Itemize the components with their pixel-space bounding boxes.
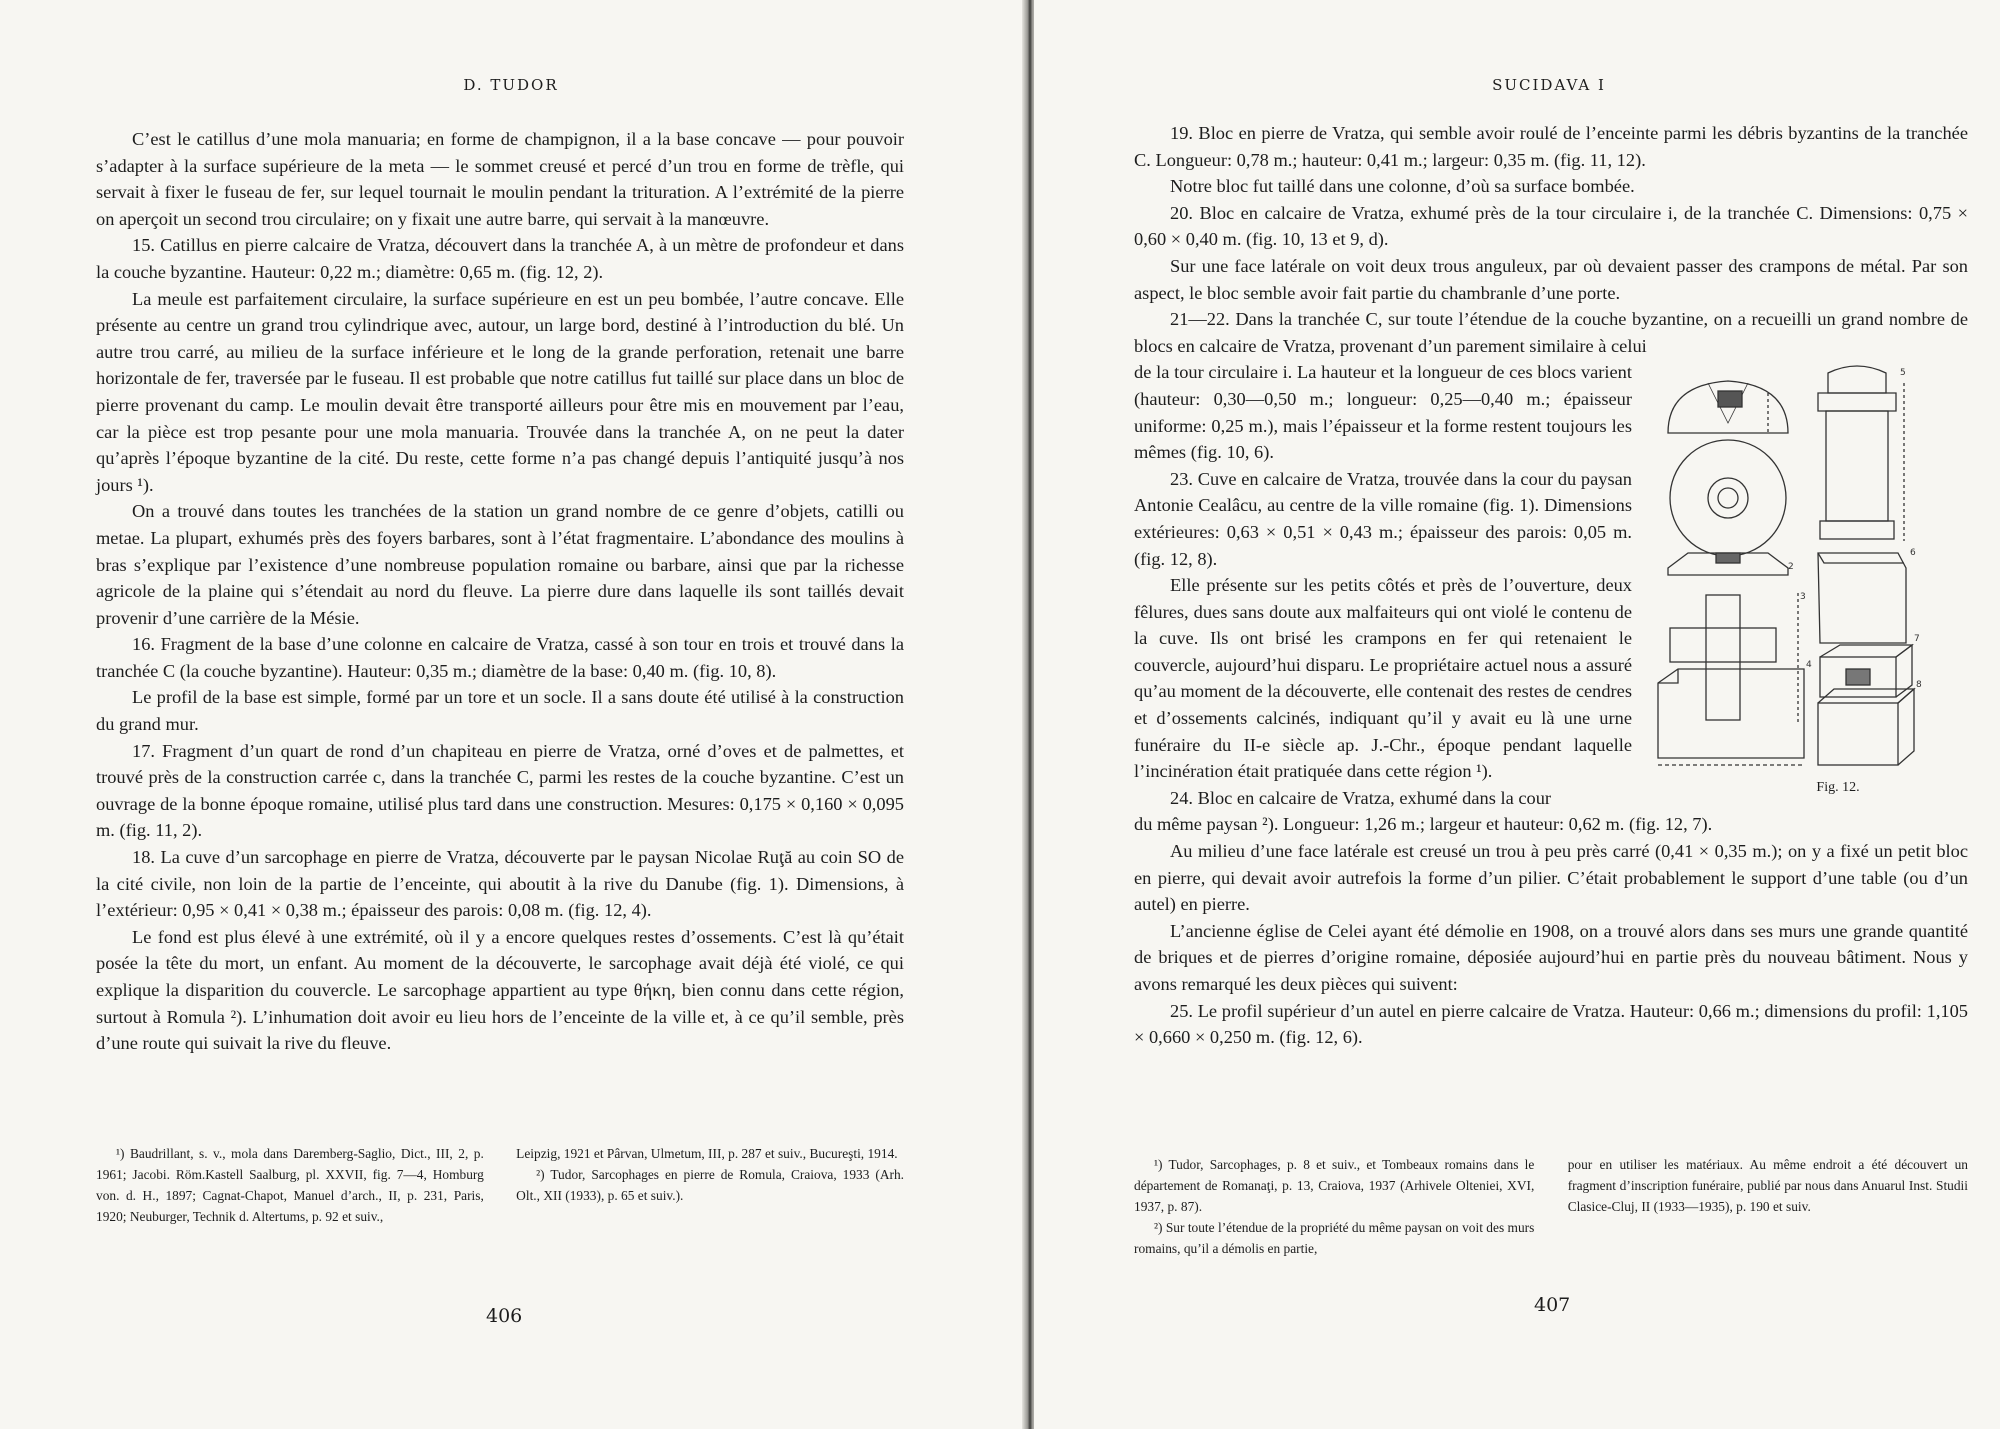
footnote-column (96, 1143, 484, 1227)
paragraph: 20. Bloc en calcaire de Vratza, exhumé près de la tour circulaire i, de la tranchée C. Dimensions: 0,75 × 0,60 × 0,40 m. (fig. 10, 13 et 9, d). (1134, 202, 1968, 250)
footnotes (96, 1143, 904, 1227)
page-number: 406 (486, 1305, 523, 1327)
paragraph: La meule est parfaitement circulaire, la surface supérieure en est un peu bombée, l’autre concave. Elle présente au centre un grand trou cylindrique avec, autour, un large bord, destiné à l’introduction du blé. Un autre trou carré, au milieu de la surface inférieure et le long de la grande perforation, retenait une barre horizontale de fer, traversée par le fuseau. Il est probable que notre catillus fut taillé sur place dans un bloc de pierre provenant du camp. Le moulin devait être transporté ailleurs pour être mis en mouvement par l’eau, car la pièce est trop pesante pour une mola manuaria. Trouvée dans la tranchée A, on ne peut la dater qu’après l’époque byzantine de la cité. Du reste, cette forme n’a pas changé depuis l’antiquité jusqu’à nos jours ¹). (96, 288, 904, 495)
paragraph: 24. Bloc en calcaire de Vratza, exhumé dans la cour (1170, 787, 1552, 808)
paragraph: 16. Fragment de la base d’une colonne en calcaire de Vratza, cassé à son tour en trois et trouvé dans la tranchée C (la couche byzantine). Hauteur: 0,35 m.; diamètre de la base: 0,40 m. (fig. 10, 8). (96, 634, 904, 681)
footnotes (1134, 1154, 1968, 1259)
footnote: pour en utiliser les matériaux. Au même endroit a été découvert un fragment d’inscription funéraire, publié par nous dans Anuarul Inst. Studii Clasice-Cluj, II (1933—1935), p. 190 et suiv. (1567, 1157, 1968, 1214)
footnote-column (516, 1143, 904, 1227)
figure-12-drawings (1648, 363, 1968, 773)
paragraph: 25. Le profil supérieur d’un autel en pierre calcaire de Vratza. Hauteur: 0,66 m.; dimensions du profil: 1,105 × 0,660 × 0,250 m. (fig. 12, 6). (1134, 1000, 1968, 1048)
paragraph: Le profil de la base est simple, formé par un tore et un socle. Il a sans doute été utilisé à la construction du grand mur. (96, 687, 904, 735)
right-page (1034, 0, 2000, 1429)
running-header: SUCIDAVA I (1492, 76, 1606, 94)
paragraph: Au milieu d’une face latérale est creusé un trou à peu près carré (0,41 × 0,35 m.); on y a fixé un petit bloc en pierre, qui devait avoir autrefois la forme d’un pilier. C’était probablement le support d’une table (ou d’un autel) en pierre. (1134, 841, 1968, 915)
page-number: 407 (1534, 1294, 1571, 1316)
paragraph: 17. Fragment d’un quart de rond d’un chapiteau en pierre de Vratza, orné d’oves et de palmettes, et trouvé près de la construction carrée c, dans la tranchée C, parmi les restes de la couche byzantine. C’est un ouvrage de la bonne époque romaine, utilisé plus tard dans une construction. Mesures: 0,175 × 0,160 × 0,095 m. (fig. 11, 2). (96, 740, 904, 841)
paragraph: Sur une face latérale on voit deux trous anguleux, par où devaient passer des crampons de métal. Par son aspect, le bloc semble avoir fait partie du chambranle d’une porte. (1134, 255, 1968, 303)
paragraph: Le fond est plus élevé à une extrémité, où il y a encore quelques restes d’ossements. C’est là qu’était posée la tête du mort, un enfant. Au moment de la découverte, le sarcophage avait déjà été violé, ce qui explique la disparition du couvercle. Le sarcophage appartient au type θήκη, bien connu dans cette région, surtout à Romula ²). L’inhumation doit avoir eu lieu hors de l’enceinte de la ville et, à ce qu’il semble, près d’une route qui suivait la rive du fleuve. (96, 926, 904, 1054)
paragraph: Elle présente sur les petits côtés et près de l’ouverture, deux fêlures, dues sans doute aux malfaiteurs qui ont violé le contenu de la cuve. Ils ont brisé les crampons en fer qui retenaient le couvercle, aujourd’hui disparu. Le propriétaire actuel nous a assuré qu’au moment de la découverte, elle contenait des restes de cendres et d’ossements calcinés, indiquant qu’il y avait eu là une urne funéraire du II-e siècle ap. J.-Chr., époque pendant laquelle l’incinération était pratiquée dans cette région ¹). (1134, 575, 1632, 782)
body-text (1134, 120, 1968, 1051)
figure-label: 7 (1914, 634, 1920, 645)
wrapped-text (1134, 359, 1632, 811)
footnote: ²) Sur toute l’étendue de la propriété du même paysan on voit des murs romains, qu’il a démolis en partie, (1134, 1220, 1535, 1256)
paragraph: de la tour circulaire i. La hauteur et la longueur de ces blocs varient (hauteur: 0,30—0,50 m.; longueur: 0,25—0,40 m.; épaisseur uniforme: 0,25 m.), mais l’épaisseur et la forme restent toujours les mêmes (fig. 10, 6). (1134, 362, 1632, 463)
footnote: ¹) Tudor, Sarcophages, p. 8 et suiv., et Tombeaux romains dans le département de Romanaţi, p. 13, Craiova, 1937 (Arhivele Olteniei, XVI, 1937, p. 87). (1134, 1157, 1535, 1214)
paragraph: 15. Catillus en pierre calcaire de Vratza, découvert dans la tranchée A, à un mètre de profondeur et dans la couche byzantine. Hauteur: 0,22 m.; diamètre: 0,65 m. (fig. 12, 2). (96, 235, 904, 282)
paragraph: du même paysan ²). Longueur: 1,26 m.; largeur et hauteur: 0,62 m. (fig. 12, 7). (1134, 814, 1713, 835)
figure-label: 8 (1916, 680, 1922, 691)
paragraph: 19. Bloc en pierre de Vratza, qui semble avoir roulé de l’enceinte parmi les débris byzantins de la tranchée C. Longueur: 0,78 m.; hauteur: 0,41 m.; largeur: 0,35 m. (fig. 11, 12). (1134, 123, 1968, 170)
paragraph: On a trouvé dans toutes les tranchées de la station un grand nombre de ce genre d’objets, catilli ou metae. La plupart, exhumés près des foyers barbares, sont à l’état fragmentaire. L’abondance des moulins à bras s’explique par l’existence d’une nombreuse population romaine ou barbare, ainsi que par la richesse agricole de la plaine qui s’étendait au nord du fleuve. La pierre dure dans laquelle ils sont taillés devait provenir d’une carrière de la Mésie. (96, 501, 904, 628)
footnote: Leipzig, 1921 et Pârvan, Ulmetum, III, p. 287 et suiv., Bucureşti, 1914. (516, 1146, 898, 1161)
paragraph: 23. Cuve en calcaire de Vratza, trouvée dans la cour du paysan Antonie Cealâcu, au centre de la ville romaine (fig. 1). Dimensions extérieures: 0,63 × 0,51 × 0,43 m.; épaisseur des parois: 0,05 m. (fig. 12, 8). (1134, 468, 1632, 569)
body-text (96, 126, 904, 1057)
footnote: ¹) Baudrillant, s. v., mola dans Daremberg-Saglio, Dict., III, 2, p. 1961; Jacobi. Röm.Kastell Saalburg, pl. XXVII, fig. 7—4, Homburg von. d. H., 1897; Cagnat-Chapot, Manuel d’arch., II, p. 231, Paris, 1920; Neuburger, Technik d. Altertums, p. 92 et suiv., (96, 1146, 484, 1224)
figure-12 (1648, 363, 1968, 802)
figure-label: 6 (1910, 548, 1916, 559)
paragraph: Notre bloc fut taillé dans une colonne, d’où sa surface bombée. (1170, 176, 1635, 197)
running-header: D. TUDOR (463, 76, 559, 94)
paragraph: 21—22. Dans la tranchée C, sur toute l’étendue de la couche byzantine, on a recueilli un grand nombre de blocs en calcaire de Vratza, provenant d’un parement similaire à celui (1134, 309, 1968, 356)
footnote-column (1134, 1154, 1534, 1259)
figure-label: 5 (1900, 368, 1906, 379)
footnote-column (1568, 1154, 1968, 1259)
figure-label: 4 (1806, 660, 1812, 671)
paragraph: C’est le catillus d’une mola manuaria; en forme de champignon, il a la base concave — pour pouvoir s’adapter à la surface supérieure de la meta — le sommet creusé et percé d’un trou en forme de trèfle, qui servait à fixer le fuseau de fer, sur lequel tournait le moulin pendant la trituration. A l’extrémité de la pierre on aperçoit un second trou circulaire; on y fixait une autre barre, qui servait à la manœuvre. (96, 129, 904, 229)
figure-label: 2 (1788, 562, 1794, 573)
paragraph: 18. La cuve d’un sarcophage en pierre de Vratza, découverte par le paysan Nicolae Ruţă au coin SO de la cité civile, non loin de la partie de l’enceinte, qui aboutit à la rive du Danube (fig. 1). Dimensions, à l’extérieur: 0,95 × 0,41 × 0,38 m.; épaisseur des parois: 0,08 m. (fig. 12, 4). (96, 847, 904, 921)
paragraph: L’ancienne église de Celei ayant été démolie en 1908, on a trouvé alors dans ses murs une grande quantité de briques et de pierres d’origine romaine, déposiée aujourd’hui en partie près du nouveau bâtiment. Nous y avons remarqué les deux pièces qui suivent: (1134, 920, 1968, 994)
figure-caption: Fig. 12. (1816, 780, 1860, 796)
footnote: ²) Tudor, Sarcophages en pierre de Romula, Craiova, 1933 (Arh. Olt., XII (1933), p. 65 et suiv.). (516, 1167, 904, 1203)
figure-label: 3 (1800, 592, 1806, 603)
